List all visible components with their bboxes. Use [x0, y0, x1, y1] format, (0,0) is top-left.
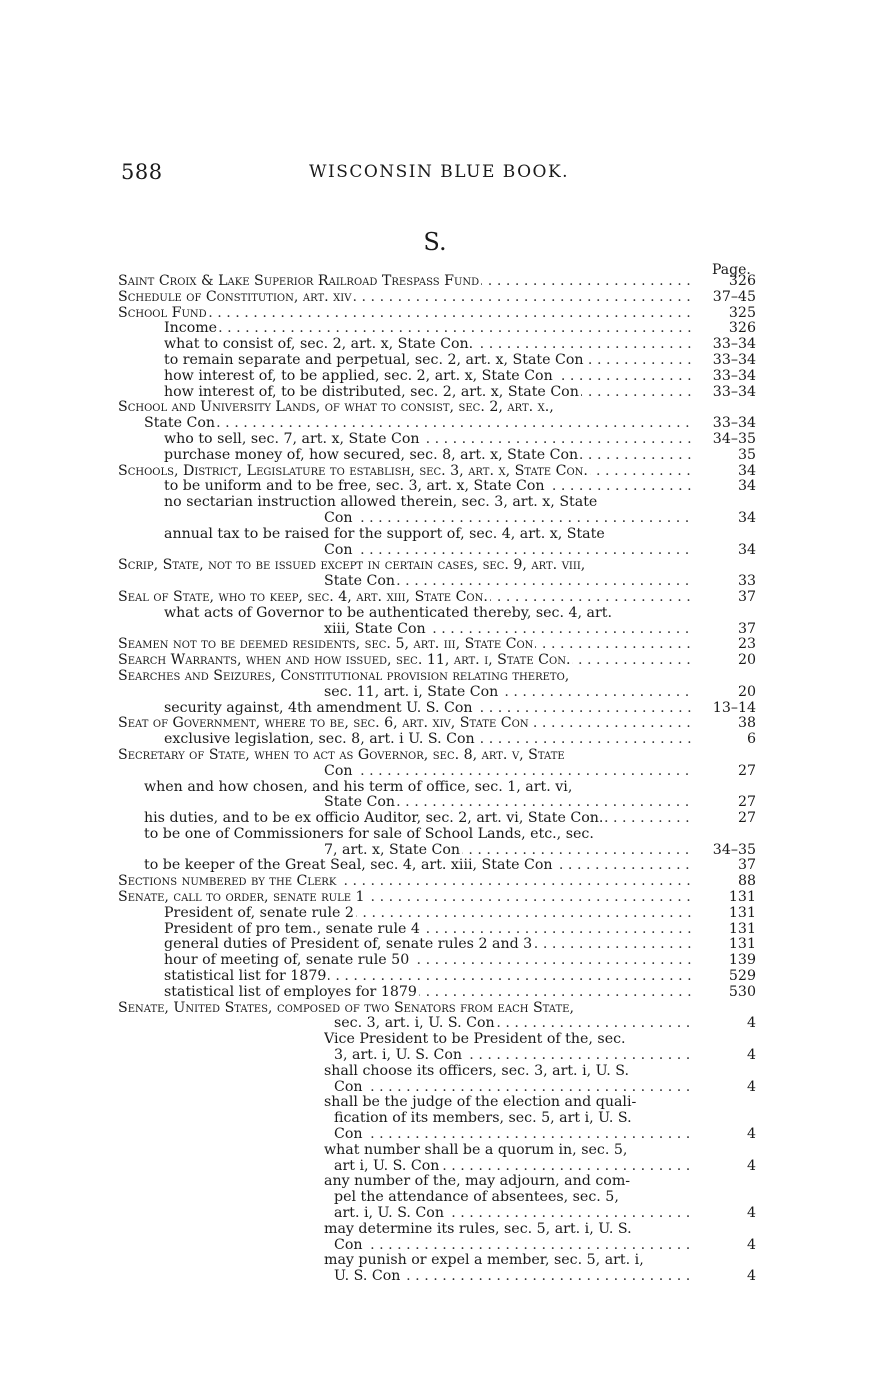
entry-text — [118, 558, 694, 574]
entry-text — [144, 416, 694, 432]
entry-text — [164, 495, 694, 511]
index-entry — [118, 622, 756, 638]
entry-page-ref: 4 — [746, 1126, 756, 1143]
index-entry — [118, 1206, 756, 1222]
entry-page-ref: 37–45 — [712, 288, 756, 305]
index-entry — [118, 274, 756, 290]
index-entry — [118, 511, 756, 527]
entry-page-ref: 33–34 — [712, 367, 756, 384]
entry-label: President of pro tem., senate rule 4 — [164, 921, 420, 937]
entry-text — [118, 669, 694, 685]
entry-label: Saint Croix & Lake Superior Railroad Trespass Fund — [118, 274, 480, 289]
index-entry — [118, 811, 756, 827]
entry-text — [334, 1190, 694, 1206]
index-entry — [118, 400, 756, 416]
entry-page-ref: 33–34 — [712, 415, 756, 432]
index-entry — [118, 969, 756, 985]
entry-label: sec. 3, art. i, U. S. Con — [334, 1016, 495, 1032]
index-entry — [118, 874, 756, 890]
entry-page-ref: 34 — [737, 541, 756, 558]
entry-page-ref: 131 — [728, 889, 756, 906]
entry-text — [118, 590, 694, 606]
index-entry — [118, 1111, 756, 1127]
index-entry — [118, 669, 756, 685]
entry-label: Seat of Government, where to be, sec. 6, art. xiv, State Con — [118, 716, 529, 732]
entry-text — [324, 764, 694, 780]
entry-text — [164, 321, 694, 337]
index-entry — [118, 464, 756, 480]
index-entry — [118, 1253, 756, 1269]
entry-text — [164, 479, 694, 495]
entry-page-ref: 34 — [737, 478, 756, 495]
entry-page-ref: 131 — [728, 920, 756, 937]
entry-text — [164, 969, 694, 985]
index-entry — [118, 1016, 756, 1032]
entry-text — [164, 606, 694, 622]
entry-label: purchase money of, how secured, sec. 8, art. x, State Con — [164, 447, 579, 463]
entry-text — [118, 716, 694, 732]
index-entry — [118, 590, 756, 606]
entry-text — [164, 432, 694, 448]
index-entry — [118, 780, 756, 796]
entry-text — [144, 858, 694, 874]
index-entry — [118, 574, 756, 590]
entry-page-ref: 23 — [737, 636, 756, 653]
entry-page-ref: 4 — [746, 1268, 756, 1285]
entry-page-ref: 37 — [737, 857, 756, 874]
entry-text — [118, 890, 694, 906]
section-letter: S. — [423, 228, 447, 256]
entry-text — [324, 843, 694, 859]
index-entry — [118, 1269, 756, 1285]
entry-page-ref: 4 — [746, 1015, 756, 1032]
entry-text — [144, 811, 694, 827]
entry-label: any number of the, may adjourn, and com- — [324, 1174, 631, 1190]
entry-label: pel the attendance of absentees, sec. 5, — [334, 1190, 619, 1206]
entry-label: annual tax to be raised for the support of, sec. 4, art. x, State — [164, 526, 605, 542]
index-entry — [118, 985, 756, 1001]
entry-label: Seal of State, who to keep, sec. 4, art. xiii, State Con. — [118, 589, 488, 605]
entry-label: School Fund — [118, 305, 207, 321]
entry-text — [164, 922, 694, 938]
entry-text — [324, 622, 694, 638]
entry-text — [164, 953, 694, 969]
entry-label: 3, art. i, U. S. Con — [334, 1048, 463, 1064]
entry-text — [144, 827, 694, 843]
entry-text — [164, 385, 694, 401]
entry-page-ref: 131 — [728, 936, 756, 953]
page-number: 588 — [121, 160, 163, 184]
entry-text — [334, 1048, 694, 1064]
index-entry — [118, 432, 756, 448]
index-entry — [118, 1095, 756, 1111]
index-entries — [118, 274, 756, 1285]
index-entry — [118, 685, 756, 701]
entry-page-ref: 20 — [737, 683, 756, 700]
entry-label: may punish or expel a member, sec. 5, art. i, — [324, 1253, 644, 1269]
entry-text — [118, 748, 694, 764]
entry-text — [334, 1206, 694, 1222]
entry-text — [118, 306, 694, 322]
entry-label: what number shall be a quorum in, sec. 5, — [324, 1142, 628, 1158]
entry-label: Con — [324, 510, 353, 526]
entry-label: Con — [324, 763, 353, 779]
entry-text — [118, 637, 694, 653]
entry-label: Schools, District, Legislature to establish, sec. 3, art. x, State Con. — [118, 463, 588, 479]
entry-page-ref: 37 — [737, 588, 756, 605]
entry-page-ref: 6 — [746, 731, 756, 748]
entry-label: Senate, United States, composed of two Senators from each State, — [118, 1000, 574, 1016]
index-entry — [118, 479, 756, 495]
entry-label: to be keeper of the Great Seal, sec. 4, art. xiii, State Con — [144, 858, 553, 874]
entry-text — [118, 653, 694, 669]
entry-page-ref: 37 — [737, 620, 756, 637]
entry-label: art. i, U. S. Con — [334, 1206, 444, 1222]
entry-page-ref: 33–34 — [712, 383, 756, 400]
index-entry — [118, 1080, 756, 1096]
entry-label: no sectarian instruction allowed therein, sec. 3, art. x, State — [164, 495, 598, 511]
entry-label: Con — [324, 542, 353, 558]
entry-page-ref: 34–35 — [712, 430, 756, 447]
index-entry — [118, 764, 756, 780]
entry-page-ref: 139 — [728, 952, 756, 969]
index-entry — [118, 321, 756, 337]
entry-text — [164, 906, 694, 922]
entry-text — [118, 1001, 694, 1017]
index-entry — [118, 1032, 756, 1048]
index-entry — [118, 716, 756, 732]
entry-text — [334, 1111, 694, 1127]
index-entry — [118, 1001, 756, 1017]
entry-page-ref: 13–14 — [712, 699, 756, 716]
entry-label: fication of its members, sec. 5, art i, U. S. — [334, 1111, 632, 1127]
running-title: WISCONSIN BLUE BOOK. — [309, 162, 570, 182]
entry-text — [324, 795, 694, 811]
index-entry — [118, 795, 756, 811]
entry-label: State Con — [144, 416, 216, 432]
entry-page-ref: 4 — [746, 1157, 756, 1174]
index-entry — [118, 1143, 756, 1159]
index-entry — [118, 637, 756, 653]
entry-label: security against, 4th amendment U. S. Con — [164, 700, 473, 716]
index-entry — [118, 290, 756, 306]
entry-label: President of, senate rule 2 — [164, 905, 354, 921]
entry-page-ref: 325 — [728, 304, 756, 321]
entry-label: may determine its rules, sec. 5, art. i, U. S. — [324, 1221, 632, 1237]
entry-label: exclusive legislation, sec. 8, art. i U. S. Con — [164, 732, 475, 748]
index-entry — [118, 827, 756, 843]
entry-page-ref: 27 — [737, 762, 756, 779]
entry-label: when and how chosen, and his term of office, sec. 1, art. vi, — [144, 779, 573, 795]
entry-label: Search Warrants, when and how issued, sec. 11, art. i, State Con. — [118, 653, 571, 669]
entry-page-ref: 33–34 — [712, 336, 756, 353]
entry-text — [164, 448, 694, 464]
entry-text — [164, 937, 694, 953]
entry-label: to remain separate and perpetual, sec. 2, art. x, State Con — [164, 352, 584, 368]
entry-page-ref: 88 — [737, 873, 756, 890]
index-entry — [118, 1048, 756, 1064]
entry-label: shall be the judge of the election and quali- — [324, 1095, 637, 1111]
entry-text — [118, 400, 694, 416]
entry-text — [144, 780, 694, 796]
entry-text — [118, 874, 694, 890]
index-entry — [118, 385, 756, 401]
entry-page-ref: 27 — [737, 810, 756, 827]
entry-page-ref: 33 — [737, 573, 756, 590]
entry-text — [118, 274, 694, 290]
entry-label: how interest of, to be distributed, sec. 2, art. x, State Con — [164, 384, 579, 400]
entry-label: xiii, State Con — [324, 621, 426, 637]
entry-label: Schedule of Constitution, art. xiv — [118, 289, 352, 305]
entry-text — [324, 1222, 694, 1238]
index-entry — [118, 1127, 756, 1143]
index-entry — [118, 606, 756, 622]
entry-label: statistical list for 1879 — [164, 969, 327, 985]
index-entry — [118, 369, 756, 385]
entry-label: what to consist of, sec. 2, art. x, State Con. — [164, 337, 474, 353]
entry-label: who to sell, sec. 7, art. x, State Con — [164, 431, 420, 447]
entry-label: what acts of Governor to be authenticated thereby, sec. 4, art. — [164, 605, 613, 621]
entry-page-ref: 529 — [728, 968, 756, 985]
entry-page-ref: 4 — [746, 1047, 756, 1064]
entry-label: art i, U. S. Con — [334, 1158, 440, 1174]
page-column-label: Page. — [712, 262, 751, 278]
entry-page-ref: 34 — [737, 462, 756, 479]
entry-label: Searches and Seizures, Constitutional provision relating thereto, — [118, 668, 570, 684]
entry-text — [334, 1127, 694, 1143]
index-entry — [118, 1064, 756, 1080]
index-entry — [118, 937, 756, 953]
entry-text — [324, 1064, 694, 1080]
entry-page-ref: 20 — [737, 652, 756, 669]
entry-text — [164, 527, 694, 543]
entry-label: shall choose its officers, sec. 3, art. i, U. S. — [324, 1063, 630, 1079]
entry-text — [324, 685, 694, 701]
entry-label: how interest of, to be applied, sec. 2, art. x, State Con — [164, 368, 553, 384]
entry-label: Sections numbered by the Clerk — [118, 874, 337, 890]
entry-text — [118, 464, 694, 480]
entry-page-ref: 34–35 — [712, 841, 756, 858]
entry-label: his duties, and to be ex officio Auditor, sec. 2, art. vi, State Con. — [144, 811, 604, 827]
entry-text — [324, 1253, 694, 1269]
index-entry — [118, 748, 756, 764]
entry-text — [334, 1016, 694, 1032]
entry-text — [324, 574, 694, 590]
entry-text — [324, 511, 694, 527]
entry-label: Scrip, State, not to be issued except in certain cases, sec. 9, art. viii, — [118, 558, 586, 574]
index-entry — [118, 653, 756, 669]
entry-label: Seamen not to be deemed residents, sec. 5, art. iii, State Con — [118, 637, 534, 653]
index-entry — [118, 337, 756, 353]
entry-text — [164, 353, 694, 369]
entry-label: State Con — [324, 574, 396, 590]
index-entry — [118, 953, 756, 969]
index-entry — [118, 527, 756, 543]
entry-label: Vice President to be President of the, sec. — [324, 1032, 626, 1048]
entry-label: Con — [334, 1079, 363, 1095]
index-entry — [118, 558, 756, 574]
index-entry — [118, 890, 756, 906]
entry-label: 7, art. x, State Con — [324, 842, 461, 858]
entry-text — [324, 543, 694, 559]
entry-page-ref: 38 — [737, 715, 756, 732]
entry-label: U. S. Con — [334, 1269, 401, 1285]
index-entry — [118, 448, 756, 464]
index-entry — [118, 1174, 756, 1190]
entry-text — [324, 1174, 694, 1190]
entry-text — [324, 1032, 694, 1048]
entry-text — [334, 1238, 694, 1254]
entry-page-ref: 27 — [737, 794, 756, 811]
index-entry — [118, 843, 756, 859]
index-entry — [118, 922, 756, 938]
entry-text — [334, 1080, 694, 1096]
entry-label: to be one of Commissioners for sale of School Lands, etc., sec. — [144, 826, 594, 842]
entry-text — [334, 1269, 694, 1285]
index-entry — [118, 416, 756, 432]
index-entry — [118, 1238, 756, 1254]
entry-label: general duties of President of, senate rules 2 and 3 — [164, 937, 533, 953]
entry-text — [324, 1143, 694, 1159]
page-header — [121, 160, 761, 190]
entry-label: Income — [164, 321, 218, 337]
entry-label: Con — [334, 1127, 363, 1143]
entry-page-ref: 4 — [746, 1205, 756, 1222]
entry-page-ref: 4 — [746, 1236, 756, 1253]
index-entry — [118, 1159, 756, 1175]
entry-label: State Con — [324, 795, 396, 811]
entry-page-ref: 34 — [737, 509, 756, 526]
entry-text — [164, 337, 694, 353]
entry-label: statistical list of employes for 1879 — [164, 984, 417, 1000]
index-entry — [118, 906, 756, 922]
entry-text — [324, 1095, 694, 1111]
index-entry — [118, 701, 756, 717]
entry-page-ref: 530 — [728, 983, 756, 1000]
index-entry — [118, 732, 756, 748]
index-entry — [118, 306, 756, 322]
entry-label: School and University Lands, of what to consist, sec. 2, art. x., — [118, 400, 554, 416]
index-entry — [118, 858, 756, 874]
entry-page-ref: 35 — [737, 446, 756, 463]
entry-label: Senate, call to order, senate rule 1 — [118, 890, 365, 906]
entry-text — [164, 985, 694, 1001]
entry-label: sec. 11, art. i, State Con — [324, 684, 499, 700]
entry-text — [164, 701, 694, 717]
entry-label: Secretary of State, when to act as Governor, sec. 8, art. v, State — [118, 747, 565, 763]
index-entry — [118, 353, 756, 369]
entry-label: hour of meeting of, senate rule 50 — [164, 953, 410, 969]
entry-page-ref: 326 — [728, 320, 756, 337]
index-entry — [118, 495, 756, 511]
index-entry — [118, 1190, 756, 1206]
entry-text — [118, 290, 694, 306]
entry-text — [164, 369, 694, 385]
entry-label: Con — [334, 1237, 363, 1253]
entry-page-ref: 4 — [746, 1078, 756, 1095]
index-entry — [118, 543, 756, 559]
entry-label: to be uniform and to be free, sec. 3, art. x, State Con — [164, 479, 545, 495]
entry-page-ref: 326 — [728, 273, 756, 289]
entry-page-ref: 131 — [728, 904, 756, 921]
entry-page-ref: 33–34 — [712, 351, 756, 368]
index-entry — [118, 1222, 756, 1238]
entry-text — [164, 732, 694, 748]
entry-text — [334, 1159, 694, 1175]
